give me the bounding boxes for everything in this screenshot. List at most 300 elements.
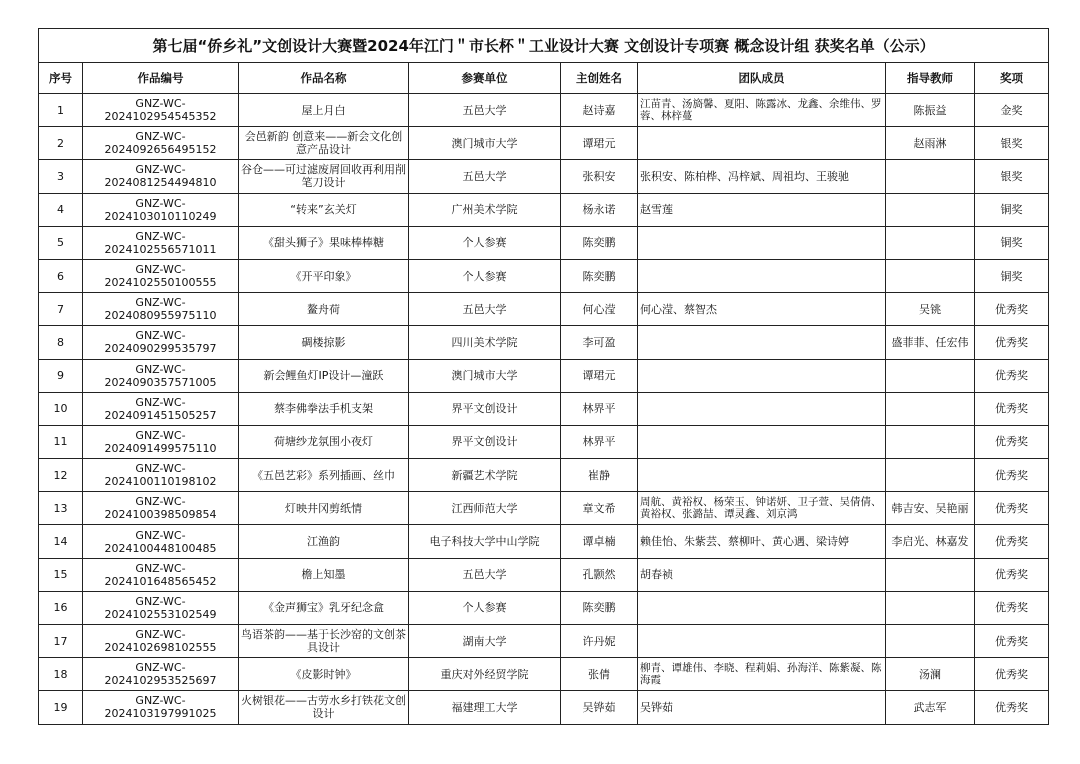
cell-team-text: 江苗青、汤旖馨、夏阳、陈露冰、龙鑫、余维伟、罗蓉、林梓蔓 bbox=[640, 97, 882, 123]
cell-work-name-text: 灯映井冈剪纸情 bbox=[285, 501, 362, 515]
cell-code-text: 2024102553102549 bbox=[104, 607, 217, 621]
cell-team bbox=[638, 558, 886, 591]
cell-unit bbox=[409, 293, 561, 326]
cell-award-text: 优秀奖 bbox=[995, 501, 1028, 515]
cell-no-text: 18 bbox=[53, 667, 68, 681]
cell-code-text: 2024102698102555 bbox=[104, 641, 217, 655]
cell-no-text: 4 bbox=[57, 203, 64, 217]
cell-award-text: 优秀奖 bbox=[995, 302, 1028, 316]
cell-no-text: 12 bbox=[53, 468, 68, 482]
cell-unit bbox=[409, 127, 561, 160]
table-row bbox=[39, 359, 1049, 392]
table-row bbox=[39, 259, 1049, 292]
cell-teacher bbox=[886, 359, 975, 392]
table-row bbox=[39, 160, 1049, 193]
table-row bbox=[39, 691, 1049, 724]
cell-code-text: 2024103197991025 bbox=[104, 707, 217, 721]
cell-lead-text: 章文希 bbox=[582, 501, 616, 515]
cell-award bbox=[975, 226, 1049, 259]
cell-lead-text: 林界平 bbox=[582, 435, 616, 449]
page-title: 第七届“侨乡礼”文创设计大赛暨2024年江门＂市长杯＂工业设计大赛 文创设计专项赛 概念设计组 获奖名单（公示） bbox=[39, 29, 1049, 63]
table-row bbox=[39, 226, 1049, 259]
cell-code bbox=[83, 326, 239, 359]
cell-code-text: 2024103010110249 bbox=[104, 209, 217, 223]
cell-award bbox=[975, 326, 1049, 359]
cell-code-text: 2024080955975110 bbox=[104, 309, 217, 323]
table-row bbox=[39, 625, 1049, 658]
cell-teacher bbox=[886, 160, 975, 193]
cell-unit-text: 澳门城市大学 bbox=[451, 136, 518, 150]
cell-lead bbox=[561, 127, 638, 160]
cell-code bbox=[83, 525, 239, 558]
cell-award bbox=[975, 259, 1049, 292]
cell-lead bbox=[561, 459, 638, 492]
cell-teacher bbox=[886, 293, 975, 326]
cell-lead bbox=[561, 259, 638, 292]
cell-lead bbox=[561, 160, 638, 193]
cell-team-text: 吴铧茹 bbox=[640, 700, 673, 714]
cell-work-name-text: 碉楼掠影 bbox=[301, 335, 346, 349]
cell-work-name bbox=[239, 160, 409, 193]
cell-work-name bbox=[239, 625, 409, 658]
cell-work-name-text: 《皮影时钟》 bbox=[290, 667, 357, 681]
cell-team bbox=[638, 425, 886, 458]
cell-unit bbox=[409, 160, 561, 193]
cell-no-text: 7 bbox=[57, 302, 64, 316]
cell-code-text: 2024091499575110 bbox=[104, 441, 217, 455]
cell-lead-text: 陈奕鹏 bbox=[582, 236, 616, 250]
cell-team-text: 柳青、谭雄伟、李晓、程莉娟、孙海洋、陈紫凝、陈海霞 bbox=[640, 661, 882, 687]
cell-code bbox=[83, 94, 239, 127]
cell-no-text: 19 bbox=[53, 700, 68, 714]
cell-code-text: 2024090299535797 bbox=[104, 342, 217, 356]
cell-unit-text: 界平文创设计 bbox=[451, 402, 518, 416]
cell-team-text: 周航、黄裕权、杨荣玉、钟诺妍、卫子萱、吴倩倩、黄裕权、张潞喆、谭灵鑫、刘京鸿 bbox=[640, 495, 882, 521]
cell-teacher-text: 李启光、林嘉发 bbox=[891, 535, 969, 549]
cell-lead-text: 赵诗嘉 bbox=[582, 103, 616, 117]
cell-no bbox=[39, 558, 83, 591]
cell-unit-text: 广州美术学院 bbox=[451, 203, 518, 217]
header-no: 序号 bbox=[39, 63, 83, 94]
cell-award bbox=[975, 591, 1049, 624]
cell-code-text: 2024100448100485 bbox=[104, 541, 217, 555]
cell-no-text: 16 bbox=[53, 601, 68, 615]
cell-unit-text: 四川美术学院 bbox=[451, 335, 518, 349]
cell-teacher bbox=[886, 259, 975, 292]
cell-teacher bbox=[886, 558, 975, 591]
cell-teacher bbox=[886, 425, 975, 458]
cell-award-text: 优秀奖 bbox=[995, 667, 1028, 681]
cell-team bbox=[638, 94, 886, 127]
cell-code-text: GNZ-WC- bbox=[135, 462, 186, 476]
cell-code bbox=[83, 160, 239, 193]
cell-lead bbox=[561, 193, 638, 226]
cell-team-text: 赖佳怡、朱紫芸、蔡柳叶、黄心遇、梁诗婷 bbox=[640, 535, 849, 549]
cell-lead bbox=[561, 492, 638, 525]
cell-lead bbox=[561, 293, 638, 326]
table-row bbox=[39, 591, 1049, 624]
table-row bbox=[39, 293, 1049, 326]
cell-unit bbox=[409, 359, 561, 392]
cell-code-text: 2024100398509854 bbox=[104, 508, 217, 522]
cell-no-text: 3 bbox=[57, 169, 64, 183]
cell-teacher bbox=[886, 392, 975, 425]
cell-work-name-text: 火树银花——古劳水乡打铁花文创设计 bbox=[241, 694, 406, 721]
cell-award bbox=[975, 658, 1049, 691]
cell-code-text: 2024102550100555 bbox=[104, 276, 217, 290]
cell-unit-text: 个人参赛 bbox=[462, 236, 507, 250]
cell-lead bbox=[561, 425, 638, 458]
cell-unit bbox=[409, 558, 561, 591]
cell-code-text: 2024102954545352 bbox=[104, 110, 217, 124]
award-table bbox=[38, 28, 1049, 725]
table-row bbox=[39, 127, 1049, 160]
cell-award-text: 优秀奖 bbox=[995, 601, 1028, 615]
cell-code-text: GNZ-WC- bbox=[135, 594, 186, 608]
cell-work-name bbox=[239, 459, 409, 492]
cell-award-text: 优秀奖 bbox=[995, 568, 1028, 582]
cell-work-name bbox=[239, 193, 409, 226]
cell-award-text: 金奖 bbox=[1000, 103, 1023, 117]
cell-unit-text: 五邑大学 bbox=[462, 169, 507, 183]
cell-no-text: 9 bbox=[57, 369, 64, 383]
cell-work-name bbox=[239, 293, 409, 326]
cell-teacher bbox=[886, 326, 975, 359]
cell-lead-text: 张倩 bbox=[588, 667, 610, 681]
cell-work-name-text: 谷仓——可过滤废屑回收再利用削笔刀设计 bbox=[241, 163, 406, 190]
cell-work-name-text: 《五邑艺彩》系列插画、丝巾 bbox=[252, 468, 395, 482]
cell-unit bbox=[409, 591, 561, 624]
cell-award-text: 优秀奖 bbox=[995, 402, 1028, 416]
cell-no bbox=[39, 625, 83, 658]
cell-code bbox=[83, 425, 239, 458]
cell-unit bbox=[409, 392, 561, 425]
cell-no-text: 6 bbox=[57, 269, 64, 283]
cell-teacher bbox=[886, 658, 975, 691]
cell-code-text: GNZ-WC- bbox=[135, 130, 186, 144]
cell-code bbox=[83, 127, 239, 160]
header-unit: 参赛单位 bbox=[409, 63, 561, 94]
cell-work-name bbox=[239, 259, 409, 292]
cell-code-text: GNZ-WC- bbox=[135, 528, 186, 542]
cell-team bbox=[638, 160, 886, 193]
cell-work-name-text: 《开平印象》 bbox=[290, 269, 357, 283]
cell-work-name bbox=[239, 226, 409, 259]
cell-work-name bbox=[239, 658, 409, 691]
cell-award-text: 铜奖 bbox=[1000, 203, 1023, 217]
cell-unit bbox=[409, 425, 561, 458]
cell-lead bbox=[561, 591, 638, 624]
cell-team bbox=[638, 492, 886, 525]
cell-award-text: 铜奖 bbox=[1000, 269, 1023, 283]
cell-award bbox=[975, 127, 1049, 160]
cell-no bbox=[39, 160, 83, 193]
cell-work-name bbox=[239, 425, 409, 458]
cell-work-name-text: 屋上月白 bbox=[301, 103, 346, 117]
cell-teacher-text: 武志军 bbox=[913, 700, 947, 714]
cell-code-text: GNZ-WC- bbox=[135, 97, 186, 111]
cell-award-text: 优秀奖 bbox=[995, 535, 1028, 549]
cell-work-name-text: “转来”玄关灯 bbox=[290, 203, 357, 217]
cell-unit-text: 个人参赛 bbox=[462, 601, 507, 615]
cell-award bbox=[975, 691, 1049, 724]
table-body bbox=[39, 94, 1049, 725]
cell-unit bbox=[409, 459, 561, 492]
header-code: 作品编号 bbox=[83, 63, 239, 94]
cell-no-text: 1 bbox=[57, 103, 64, 117]
cell-work-name-text: 蔡李佛拳法手机支架 bbox=[274, 402, 373, 416]
cell-lead-text: 谭珺元 bbox=[582, 136, 616, 150]
cell-team bbox=[638, 259, 886, 292]
table-row bbox=[39, 326, 1049, 359]
cell-lead bbox=[561, 658, 638, 691]
cell-unit-text: 新疆艺术学院 bbox=[451, 468, 518, 482]
cell-lead-text: 杨永诺 bbox=[582, 203, 616, 217]
cell-work-name bbox=[239, 392, 409, 425]
cell-unit-text: 电子科技大学中山学院 bbox=[429, 535, 540, 549]
cell-code bbox=[83, 691, 239, 724]
cell-code bbox=[83, 359, 239, 392]
cell-lead-text: 林界平 bbox=[582, 402, 616, 416]
cell-award bbox=[975, 459, 1049, 492]
cell-award bbox=[975, 359, 1049, 392]
cell-teacher bbox=[886, 127, 975, 160]
cell-code-text: GNZ-WC- bbox=[135, 395, 186, 409]
cell-code-text: 2024100110198102 bbox=[104, 475, 217, 489]
cell-code-text: GNZ-WC- bbox=[135, 163, 186, 177]
cell-no-text: 10 bbox=[53, 402, 68, 416]
cell-teacher-text: 陈振益 bbox=[913, 103, 947, 117]
cell-team-text: 何心滢、蔡智杰 bbox=[640, 302, 717, 316]
cell-teacher bbox=[886, 625, 975, 658]
cell-teacher-text: 韩吉安、吴艳丽 bbox=[891, 501, 969, 515]
cell-award bbox=[975, 525, 1049, 558]
cell-code bbox=[83, 226, 239, 259]
cell-no bbox=[39, 359, 83, 392]
cell-work-name bbox=[239, 127, 409, 160]
cell-code bbox=[83, 293, 239, 326]
cell-lead bbox=[561, 392, 638, 425]
cell-award bbox=[975, 492, 1049, 525]
cell-code bbox=[83, 193, 239, 226]
cell-award-text: 银奖 bbox=[1000, 169, 1023, 183]
cell-teacher bbox=[886, 492, 975, 525]
cell-award-text: 优秀奖 bbox=[995, 700, 1028, 714]
cell-unit-text: 五邑大学 bbox=[462, 103, 507, 117]
cell-code bbox=[83, 591, 239, 624]
cell-work-name-text: 会邑新韵 创意来——新会文化创意产品设计 bbox=[244, 130, 403, 157]
cell-unit bbox=[409, 625, 561, 658]
cell-award-text: 优秀奖 bbox=[995, 634, 1028, 648]
cell-award bbox=[975, 160, 1049, 193]
cell-lead-text: 何心滢 bbox=[582, 302, 616, 316]
cell-code-text: 2024081254494810 bbox=[104, 176, 217, 190]
cell-unit bbox=[409, 326, 561, 359]
cell-teacher bbox=[886, 525, 975, 558]
cell-no bbox=[39, 127, 83, 160]
cell-code bbox=[83, 658, 239, 691]
cell-unit bbox=[409, 193, 561, 226]
cell-no-text: 17 bbox=[53, 634, 68, 648]
cell-team bbox=[638, 127, 886, 160]
cell-award bbox=[975, 425, 1049, 458]
cell-lead bbox=[561, 625, 638, 658]
cell-work-name-text: 檐上知墨 bbox=[301, 568, 346, 582]
cell-no bbox=[39, 94, 83, 127]
cell-no-text: 13 bbox=[53, 501, 68, 515]
cell-team-text: 张积安、陈柏桦、冯梓斌、周祖均、王骏驰 bbox=[640, 169, 849, 183]
table-row bbox=[39, 94, 1049, 127]
cell-unit-text: 福建理工大学 bbox=[451, 700, 518, 714]
cell-no bbox=[39, 193, 83, 226]
cell-award-text: 优秀奖 bbox=[995, 369, 1028, 383]
cell-no bbox=[39, 326, 83, 359]
cell-code bbox=[83, 259, 239, 292]
table-row bbox=[39, 525, 1049, 558]
cell-code-text: 2024092656495152 bbox=[104, 143, 217, 157]
cell-no-text: 8 bbox=[57, 335, 64, 349]
cell-lead bbox=[561, 326, 638, 359]
cell-teacher bbox=[886, 94, 975, 127]
cell-no bbox=[39, 658, 83, 691]
cell-teacher bbox=[886, 226, 975, 259]
cell-code bbox=[83, 392, 239, 425]
cell-lead-text: 崔静 bbox=[588, 468, 610, 482]
cell-work-name bbox=[239, 525, 409, 558]
cell-unit bbox=[409, 691, 561, 724]
cell-work-name bbox=[239, 94, 409, 127]
cell-lead-text: 吴铧茹 bbox=[582, 700, 616, 714]
cell-code-text: GNZ-WC- bbox=[135, 694, 186, 708]
cell-teacher-text: 盛菲菲、任宏伟 bbox=[891, 335, 969, 349]
cell-award bbox=[975, 193, 1049, 226]
cell-award-text: 优秀奖 bbox=[995, 435, 1028, 449]
header-work-name: 作品名称 bbox=[239, 63, 409, 94]
cell-lead bbox=[561, 226, 638, 259]
table-row bbox=[39, 193, 1049, 226]
header-award: 奖项 bbox=[975, 63, 1049, 94]
cell-no bbox=[39, 392, 83, 425]
cell-teacher bbox=[886, 193, 975, 226]
cell-unit-text: 五邑大学 bbox=[462, 568, 507, 582]
cell-work-name-text: 新会鲤鱼灯IP设计—潼跃 bbox=[263, 369, 384, 383]
cell-award-text: 优秀奖 bbox=[995, 335, 1028, 349]
cell-award bbox=[975, 94, 1049, 127]
cell-unit bbox=[409, 226, 561, 259]
cell-unit-text: 五邑大学 bbox=[462, 302, 507, 316]
cell-teacher bbox=[886, 591, 975, 624]
cell-lead-text: 许丹妮 bbox=[582, 634, 616, 648]
cell-lead-text: 陈奕鹏 bbox=[582, 601, 616, 615]
cell-lead-text: 孔颢然 bbox=[582, 568, 616, 582]
table-row bbox=[39, 425, 1049, 458]
cell-team-text: 赵雪莲 bbox=[640, 203, 673, 217]
cell-unit bbox=[409, 492, 561, 525]
cell-teacher-text: 吴铫 bbox=[919, 302, 941, 316]
cell-code-text: 2024102556571011 bbox=[104, 242, 217, 256]
cell-lead-text: 陈奕鹏 bbox=[582, 269, 616, 283]
cell-code-text: GNZ-WC- bbox=[135, 495, 186, 509]
cell-unit bbox=[409, 658, 561, 691]
cell-code-text: 2024102953525697 bbox=[104, 674, 217, 688]
cell-work-name bbox=[239, 359, 409, 392]
award-list-sheet bbox=[38, 28, 1048, 725]
cell-team-text: 胡春祯 bbox=[640, 568, 673, 582]
cell-team bbox=[638, 226, 886, 259]
cell-code bbox=[83, 459, 239, 492]
cell-teacher-text: 赵雨淋 bbox=[913, 136, 947, 150]
header-lead: 主创姓名 bbox=[561, 63, 638, 94]
header-row bbox=[39, 63, 1049, 94]
cell-award bbox=[975, 558, 1049, 591]
cell-work-name bbox=[239, 591, 409, 624]
cell-code bbox=[83, 492, 239, 525]
cell-code-text: GNZ-WC- bbox=[135, 263, 186, 277]
cell-lead-text: 张积安 bbox=[582, 169, 616, 183]
cell-lead-text: 谭珺元 bbox=[582, 369, 616, 383]
cell-no bbox=[39, 691, 83, 724]
cell-unit bbox=[409, 259, 561, 292]
cell-team bbox=[638, 293, 886, 326]
cell-lead bbox=[561, 94, 638, 127]
cell-teacher bbox=[886, 691, 975, 724]
cell-award-text: 银奖 bbox=[1000, 136, 1023, 150]
cell-work-name-text: 《甜头狮子》果味棒棒糖 bbox=[263, 236, 384, 250]
cell-code bbox=[83, 625, 239, 658]
cell-no bbox=[39, 425, 83, 458]
cell-code-text: GNZ-WC- bbox=[135, 628, 186, 642]
cell-award bbox=[975, 293, 1049, 326]
cell-award bbox=[975, 392, 1049, 425]
cell-no-text: 11 bbox=[53, 435, 68, 449]
cell-award bbox=[975, 625, 1049, 658]
cell-code-text: GNZ-WC- bbox=[135, 196, 186, 210]
cell-unit bbox=[409, 525, 561, 558]
cell-work-name bbox=[239, 492, 409, 525]
cell-lead bbox=[561, 558, 638, 591]
cell-no-text: 15 bbox=[53, 568, 68, 582]
cell-code-text: 2024101648565452 bbox=[104, 574, 217, 588]
header-teacher: 指导教师 bbox=[886, 63, 975, 94]
cell-code bbox=[83, 558, 239, 591]
cell-no bbox=[39, 259, 83, 292]
cell-work-name-text: 荷塘纱龙氛围小夜灯 bbox=[274, 435, 373, 449]
cell-no bbox=[39, 293, 83, 326]
cell-code-text: GNZ-WC- bbox=[135, 329, 186, 343]
cell-award-text: 铜奖 bbox=[1000, 236, 1023, 250]
cell-code-text: GNZ-WC- bbox=[135, 661, 186, 675]
cell-no bbox=[39, 591, 83, 624]
cell-lead bbox=[561, 691, 638, 724]
cell-team bbox=[638, 525, 886, 558]
cell-work-name-text: 江渔韵 bbox=[307, 535, 340, 549]
cell-no-text: 14 bbox=[53, 535, 68, 549]
cell-unit-text: 湖南大学 bbox=[462, 634, 507, 648]
table-row bbox=[39, 558, 1049, 591]
cell-no bbox=[39, 459, 83, 492]
cell-unit bbox=[409, 94, 561, 127]
cell-lead-text: 李可盈 bbox=[582, 335, 616, 349]
cell-code-text: GNZ-WC- bbox=[135, 362, 186, 376]
cell-team bbox=[638, 591, 886, 624]
header-team: 团队成员 bbox=[638, 63, 886, 94]
cell-lead-text: 谭卓楠 bbox=[582, 535, 616, 549]
cell-lead bbox=[561, 525, 638, 558]
cell-no bbox=[39, 492, 83, 525]
title-row bbox=[39, 29, 1049, 63]
cell-code-text: GNZ-WC- bbox=[135, 561, 186, 575]
cell-work-name bbox=[239, 691, 409, 724]
